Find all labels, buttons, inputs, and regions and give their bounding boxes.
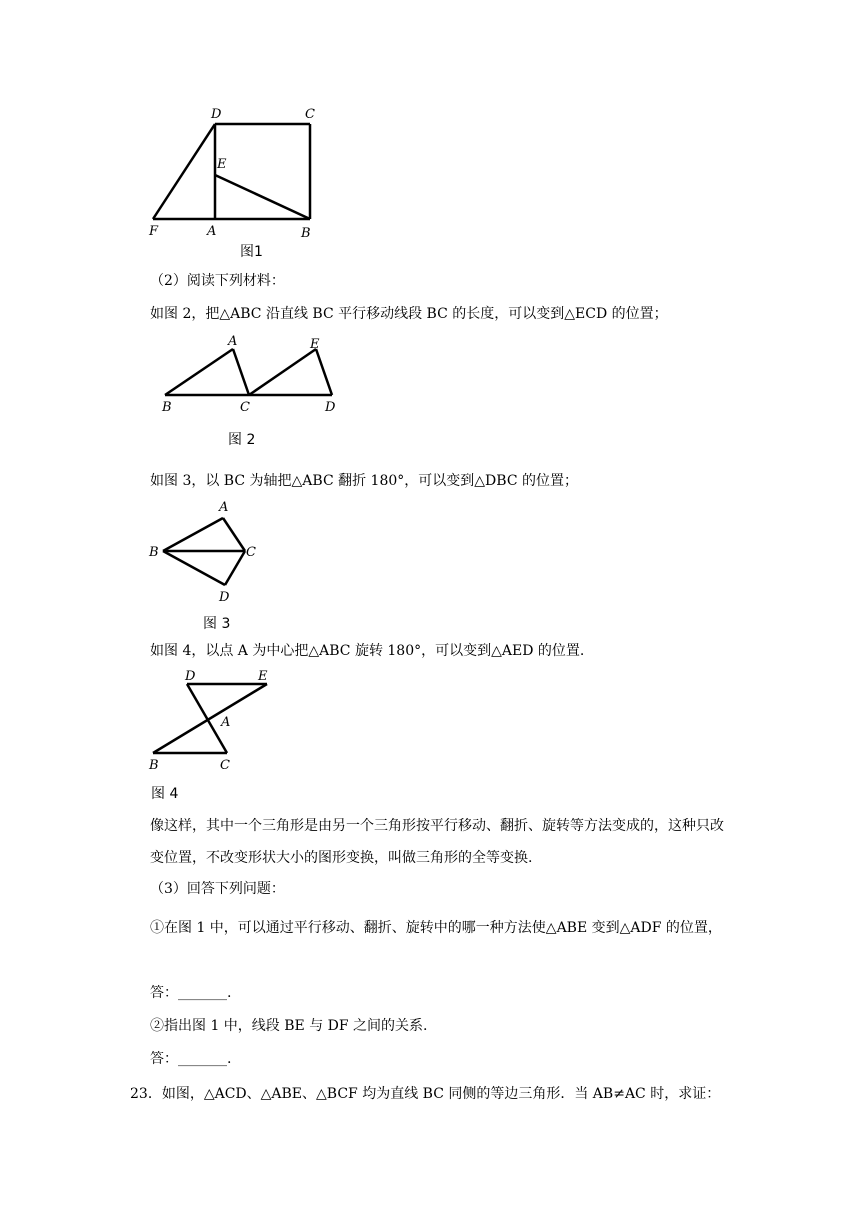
fig2-label-e: E: [310, 337, 320, 352]
question-2-answer: 答：_______.: [150, 1051, 232, 1067]
fig3-label-b: B: [149, 545, 159, 560]
fig3-label-a: A: [219, 500, 229, 515]
fig2-caption: 图 2: [228, 432, 256, 448]
fig4-text: 如图 4，以点 A 为中心把△ABC 旋转 180°，可以变到△AED 的位置.: [150, 643, 585, 659]
figure-2: [150, 333, 360, 453]
fig3-caption: 图 3: [203, 616, 231, 632]
fig4-label-c: C: [220, 758, 230, 773]
question-2-text: ②指出图 1 中，线段 BE 与 DF 之间的关系.: [150, 1018, 428, 1034]
fig3-text: 如图 3，以 BC 为轴把△ABC 翻折 180°，可以变到△DBC 的位置；: [150, 473, 578, 489]
figure-3: [145, 496, 265, 636]
fig1-label-a: A: [207, 224, 217, 239]
question-1-answer: 答：_______.: [150, 985, 232, 1001]
fig2-text: 如图 2，把△ABC 沿直线 BC 平行移动线段 BC 的长度，可以变到△ECD 的位置；: [150, 306, 668, 322]
fig4-label-a: A: [221, 715, 231, 730]
fig1-label-d: D: [211, 107, 222, 122]
fig2-label-b: B: [162, 400, 172, 415]
fig1-label-c: C: [305, 107, 315, 122]
fig3-label-d: D: [219, 590, 230, 605]
figure-1: [145, 100, 325, 265]
fig1-caption: 图1: [240, 244, 263, 260]
part2-heading: （2）阅读下列材料：: [150, 273, 285, 289]
fig2-label-d: D: [325, 400, 336, 415]
fig1-label-f: F: [149, 224, 159, 239]
fig1-label-e: E: [217, 157, 227, 172]
figure-4: [145, 666, 275, 804]
fig4-label-b: B: [149, 758, 159, 773]
question-23-text: 23．如图，△ACD、△ABE、△BCF 均为直线 BC 同侧的等边三角形．当 AB≠AC 时，求证：: [130, 1086, 721, 1102]
part3-heading: （3）回答下列问题：: [150, 881, 285, 897]
fig4-caption: 图 4: [151, 786, 179, 802]
fig2-label-c: C: [240, 400, 250, 415]
fig3-label-c: C: [246, 545, 256, 560]
question-1-text: ①在图 1 中，可以通过平行移动、翻折、旋转中的哪一种方法使△ABE 变到△ADF 的位置，: [150, 920, 722, 936]
fig2-label-a: A: [228, 334, 238, 349]
summary-text: 像这样，其中一个三角形是由另一个三角形按平行移动、翻折、旋转等方法变成的，这种只改变位置，不改变形状大小的图形变换，叫做三角形的全等变换.: [150, 818, 724, 866]
fig4-label-e: E: [258, 669, 268, 684]
fig4-label-d: D: [185, 669, 196, 684]
fig1-label-b: B: [301, 226, 311, 241]
